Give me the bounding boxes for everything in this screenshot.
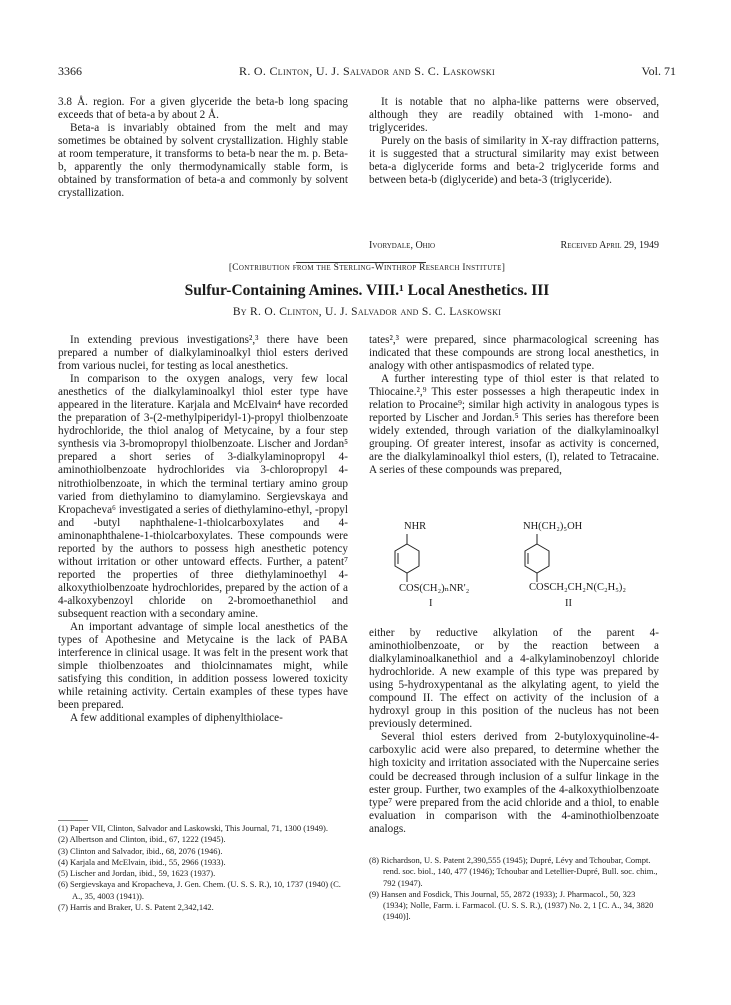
received-line: [369, 240, 659, 251]
footnotes-left: [58, 823, 348, 913]
structure-ii-top-label: NH(CH₂)₅OH: [523, 521, 583, 532]
footnote: (8) Richardson, U. S. Patent 2,390,555 (1945); Dupré, Lévy and Tchoubar, Compt. rend. soc. biol., 140, 477 (1946); Tchoubar and Letellier-Dupré, Bull. soc. chim., 792 (1947).: [369, 855, 658, 888]
contribution-line: [Contribution from the Sterling-Winthrop Research Institute]: [228, 263, 506, 273]
footnote: (1) Paper VII, Clinton, Salvador and Laskowski, This Journal, 71, 1300 (1949).: [58, 823, 328, 833]
continued-text-right: [369, 96, 659, 187]
footnote: (2) Albertson and Clinton, ibid., 67, 1222 (1945).: [58, 834, 226, 845]
footnote: (9) Hansen and Fosdick, This Journal, 55, 2872 (1933); J. Pharmacol., 50, 323 (1934); Nolle, Farm. i. Farmacol. (U. S. S. R.), (1937) No. 2, 1 [C. A., 34, 3820 (1940)].: [369, 888, 654, 922]
paragraph: 3.8 Å. region. For a given glyceride the beta-b long spacing exceeds that of beta-a by about 2 Å.: [58, 96, 348, 122]
footnotes-right: [369, 855, 659, 923]
paragraph: In extending previous investigations²,³ there have been prepared a number of dialkylaminoalkyl thiol esters derived from various nuclei, for testing as local anesthetics.: [58, 334, 348, 373]
continued-text-left: [58, 96, 348, 200]
paragraph: An important advantage of simple local anesthetics of the types of Apothesine and Metycaine is the lack of PABA interference in clinical usage. It was felt in the present work that simple thiolbenzoates and thiolcinnamates might, while satisfying this condition, in addition possess lowered toxicity while retaining activity. Certain examples of these types have been prepared.: [58, 621, 348, 712]
structure-i-label: I: [429, 598, 433, 609]
location: Ivorydale, Ohio: [369, 240, 436, 251]
paragraph: A further interesting type of thiol ester is that related to Thiocaine.²,⁹ This ester possesses a high therapeutic index in relation to Procaine⁹; similar high activity in analogous types is reported by Lischer and Jordan.⁵ This series has therefore been widely extended, through variation of the dialkylaminoalkyl grouping. Of greater interest, insofar as activity is concerned, are the dialkylaminoalkyl thiol esters, (I), related to Tetracaine. A series of these compounds was prepared,: [369, 373, 659, 477]
article-title: Sulfur-Containing Amines. VIII.¹ Local Anesthetics. III: [184, 282, 550, 299]
footnote: (3) Clinton and Salvador, ibid., 68, 2076 (1946).: [58, 845, 223, 856]
structure-ii-label: II: [565, 598, 572, 609]
structure-ii-bottom-label: COSCH₂CH₂N(C₂H₅)₂: [529, 582, 627, 593]
running-header: [58, 64, 676, 82]
footnote-rule: [58, 820, 88, 821]
paragraph: Purely on the basis of similarity in X-ray diffraction patterns, it is suggested that a structural similarity may exist between beta-a diglyceride forms and beta-2 triglyceride forms and between beta-b (diglyceride) and beta-3 (triglyceride).: [369, 135, 659, 187]
body-right-column-bottom: [369, 627, 659, 836]
structure-i-top-label: NHR: [404, 521, 427, 532]
body-left-column: [58, 334, 348, 725]
body-right-column-top: [369, 334, 659, 478]
paragraph: Several thiol esters derived from 2-butyloxyquinoline-4-carboxylic acid were also prepared, to determine whether the high toxicity and irritation associated with the Nupercaine series could be decreased through inclusion of a sulfur linkage in the ester group. Further, two examples of the 4-alkoxythiolbenzoate type⁷ were prepared from the acid chloride and a thiol, to enable evaluation in comparison with the 4-aminothiolbenzoate analogs.: [369, 731, 659, 835]
paragraph: A few additional examples of diphenylthiolace-: [70, 712, 283, 725]
running-authors: R. O. Clinton, U. J. Salvador and S. C. Laskowski: [239, 64, 495, 78]
page-number: 3366: [58, 64, 82, 78]
paragraph: In comparison to the oxygen analogs, very few local anesthetics of the dialkylaminoalkyl thiol ester type have appeared in the literature. Karjala and McElvain⁴ have recorded the preparation of 3-(2-methylpiperidyl-1)-propyl thiolbenzoate hydrochloride, the thiol analog of Metycaine, by a four step synthesis via 3-bromopropyl thiolbenzoate. Lischer and Jordan⁵ prepared a short series of 3-dialkylaminopropyl 4-aminothiolbenzoate hydrochlorides via 3-chloropropyl 4-nitrothiolbenzoate, in which the terminal tertiary amino group varied from diethylamino to diamylamino. Sergievskaya and Kropacheva⁶ investigated a series of diethylamino-ethyl, -propyl and -butyl naphthalene-1-thiolcarboxylates and 4-aminonaphthalene-1-thiolcarboxylates. These compounds were reported by the authors to possess high anesthetic potency without irritation or other untoward effects. Further, a patent⁷ reported the properties of three diethylaminoethyl 4-alkoxythiolbenzoate hydrochlorides, prepared by the action of a 4-alkoxybenzoyl chloride on 2-bromoethanethiol and subsequent reaction with a secondary amine.: [58, 373, 348, 620]
volume-number: Vol. 71: [641, 64, 676, 78]
received-date: Received April 29, 1949: [560, 240, 659, 251]
footnote: (4) Karjala and McElvain, ibid., 55, 2966 (1933).: [58, 856, 226, 867]
footnote: (5) Lischer and Jordan, ibid., 59, 1623 (1937).: [58, 868, 216, 879]
paragraph: Beta-a is invariably obtained from the melt and may sometimes be obtained by solvent crystallization. Highly stable at room temperature, it transforms to beta-b near the m. p. Beta-b, apparently the only thermodynamically stable form, is obtained by transformation of beta-a and commonly by solvent crystallization.: [58, 122, 348, 200]
footnote: (7) Harris and Braker, U. S. Patent 2,342,142.: [58, 902, 214, 913]
paragraph: either by reductive alkylation of the parent 4-aminothiolbenzoate, or by the reaction between a dialkylaminoalkanethiol and a 4-alkylaminobenzoyl chloride hydrochloride. A new example of this type was prepared by using 5-hydroxypentanal as the alkylating agent, to yield the compound II. The effect on activity of the inclusion of a hydroxyl group in this position of the nucleus has not been previously determined.: [369, 627, 659, 731]
paragraph: It is notable that no alpha-like patterns were observed, although they are readily obtained with 1-mono- and triglycerides.: [369, 96, 659, 135]
byline: By R. O. Clinton, U. J. Salvador and S. C. Laskowski: [232, 306, 502, 318]
footnote: (6) Sergievskaya and Kropacheva, J. Gen. Chem. (U. S. S. R.), 10, 1737 (1940) (C. A., 35, 4003 (1941)).: [58, 879, 341, 901]
benzene-rings-diagram: [369, 520, 659, 624]
structure-i-bottom-label: COS(CH₂)ₙNR'₂: [399, 583, 470, 594]
chemical-structures: [369, 520, 659, 624]
paragraph: tates²,³ were prepared, since pharmacological screening has indicated that these compounds are strong local anesthetics, in analogy with other antispasmodics of related type.: [369, 334, 659, 373]
